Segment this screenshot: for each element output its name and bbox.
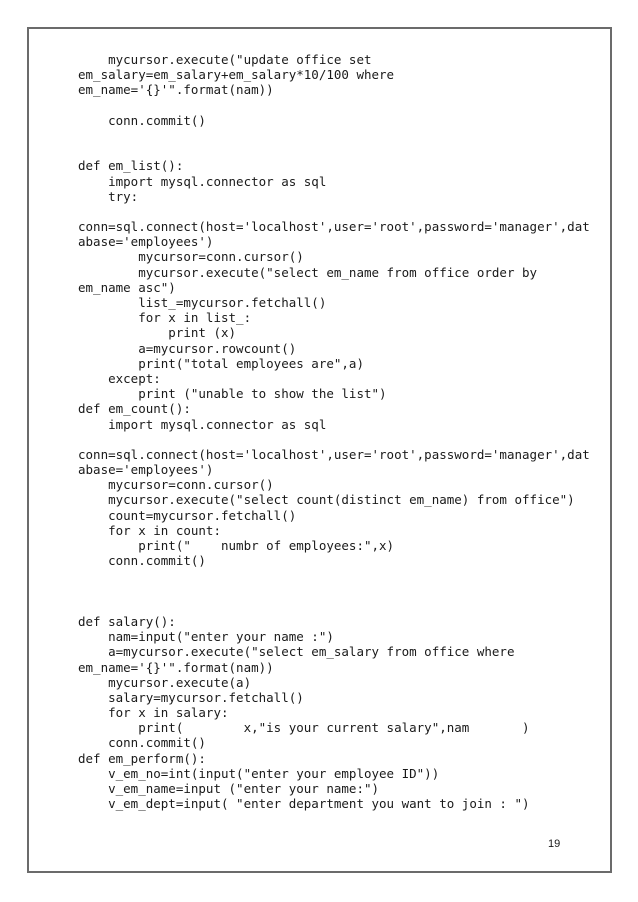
code-line	[78, 568, 598, 583]
code-line	[78, 98, 598, 113]
code-line: abase='employees')	[78, 462, 214, 478]
code-line: conn=sql.connect(host='localhost',user='root',password='manager',dat	[78, 219, 590, 235]
code-line: for x in list_:	[78, 310, 252, 326]
code-line: except:	[78, 370, 161, 386]
code-block	[78, 52, 598, 811]
code-line: mycursor.execute("select em_name from office order by	[78, 264, 538, 280]
code-line: mycursor=conn.cursor()	[78, 477, 274, 493]
code-line: import mysql.connector as sql	[78, 416, 327, 432]
code-line: v_em_dept=input( "enter department you want to join : ")	[78, 796, 530, 812]
code-line: import mysql.connector as sql	[78, 173, 327, 189]
code-line: print(" numbr of employees:",x)	[78, 538, 395, 553]
code-line: em_name='{}'".format(nam))	[78, 659, 274, 675]
code-line: em_name asc")	[78, 279, 176, 295]
code-line: abase='employees')	[78, 234, 214, 250]
code-line: for x in salary:	[78, 705, 229, 721]
code-line: def em_perform():	[78, 750, 206, 766]
page-number: 19	[548, 838, 561, 850]
code-line: a=mycursor.rowcount()	[78, 340, 297, 356]
code-line: conn.commit()	[78, 553, 206, 569]
code-line	[78, 204, 598, 219]
code-line: print ("unable to show the list")	[78, 386, 387, 402]
code-line: salary=mycursor.fetchall()	[78, 689, 304, 705]
code-line: mycursor.execute(a)	[78, 674, 252, 690]
code-line: for x in count:	[78, 522, 221, 538]
code-line: a=mycursor.execute("select em_salary from office where	[78, 644, 515, 660]
code-line: print("total employees are",a)	[78, 355, 364, 371]
code-line: mycursor.execute("update office set	[78, 52, 372, 67]
code-line: mycursor=conn.cursor()	[78, 249, 304, 265]
code-line: nam=input("enter your name :")	[78, 629, 334, 645]
code-line: conn=sql.connect(host='localhost',user='root',password='manager',dat	[78, 446, 590, 462]
code-line	[78, 432, 598, 447]
code-line: conn.commit()	[78, 735, 206, 751]
code-line: print (x)	[78, 325, 237, 341]
code-line: conn.commit()	[78, 112, 206, 128]
code-line: mycursor.execute("select count(distinct em_name) from office")	[78, 492, 575, 508]
code-line: def em_count():	[78, 401, 191, 417]
code-line: count=mycursor.fetchall()	[78, 507, 297, 523]
code-line	[78, 128, 598, 143]
code-line	[78, 599, 598, 614]
code-line: print( x,"is your current salary",nam )	[78, 720, 530, 736]
code-line: v_em_no=int(input("enter your employee ID"))	[78, 765, 440, 781]
code-line	[78, 584, 598, 599]
code-line: def em_list():	[78, 158, 184, 174]
code-line: em_name='{}'".format(nam))	[78, 82, 274, 98]
code-line: v_em_name=input ("enter your name:")	[78, 781, 380, 796]
code-line: try:	[78, 188, 139, 204]
code-line: em_salary=em_salary+em_salary*10/100 where	[78, 67, 395, 83]
code-line	[78, 143, 598, 158]
code-line: list_=mycursor.fetchall()	[78, 295, 327, 310]
code-line: def salary():	[78, 613, 176, 629]
